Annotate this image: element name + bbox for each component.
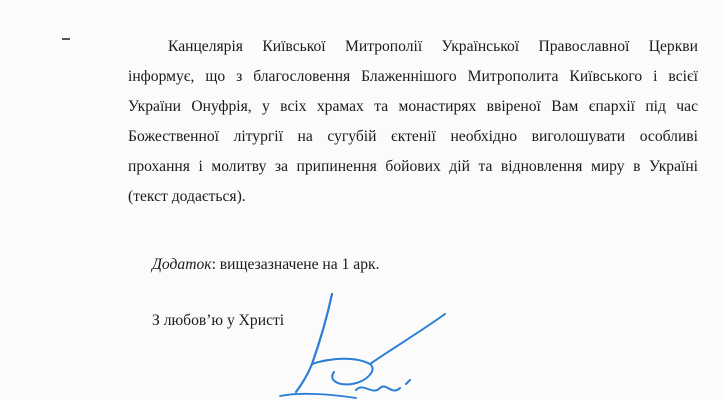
margin-mark: [62, 38, 70, 40]
attachment-label: Додаток: [152, 256, 212, 273]
letter-line-6: (текст додається).: [128, 188, 246, 205]
letter-line-4: Божественної літургії на сугубій єктенії необхідно виголошувати особливі: [128, 128, 698, 145]
attachment-text: : вищезазначене на 1 арк.: [211, 256, 380, 273]
letter-line-1: Канцелярія Київської Митрополії Української Православної Церкви: [168, 38, 698, 55]
closing-phrase: З любов’ю у Христі: [152, 312, 285, 329]
attachment-note: [152, 255, 380, 275]
letter-line-5: прохання і молитву за припинення бойових дій та відновлення миру в Україні: [128, 158, 698, 175]
letter-body: [128, 32, 698, 212]
letter-line-2: інформує, що з благословення Блаженнішого Митрополита Київського і всієї: [128, 68, 698, 85]
letter-line-3: України Онуфрія, у всіх храмах та монастирях ввіреної Вам єпархії під час: [128, 98, 698, 115]
handwritten-signature: [260, 292, 460, 400]
